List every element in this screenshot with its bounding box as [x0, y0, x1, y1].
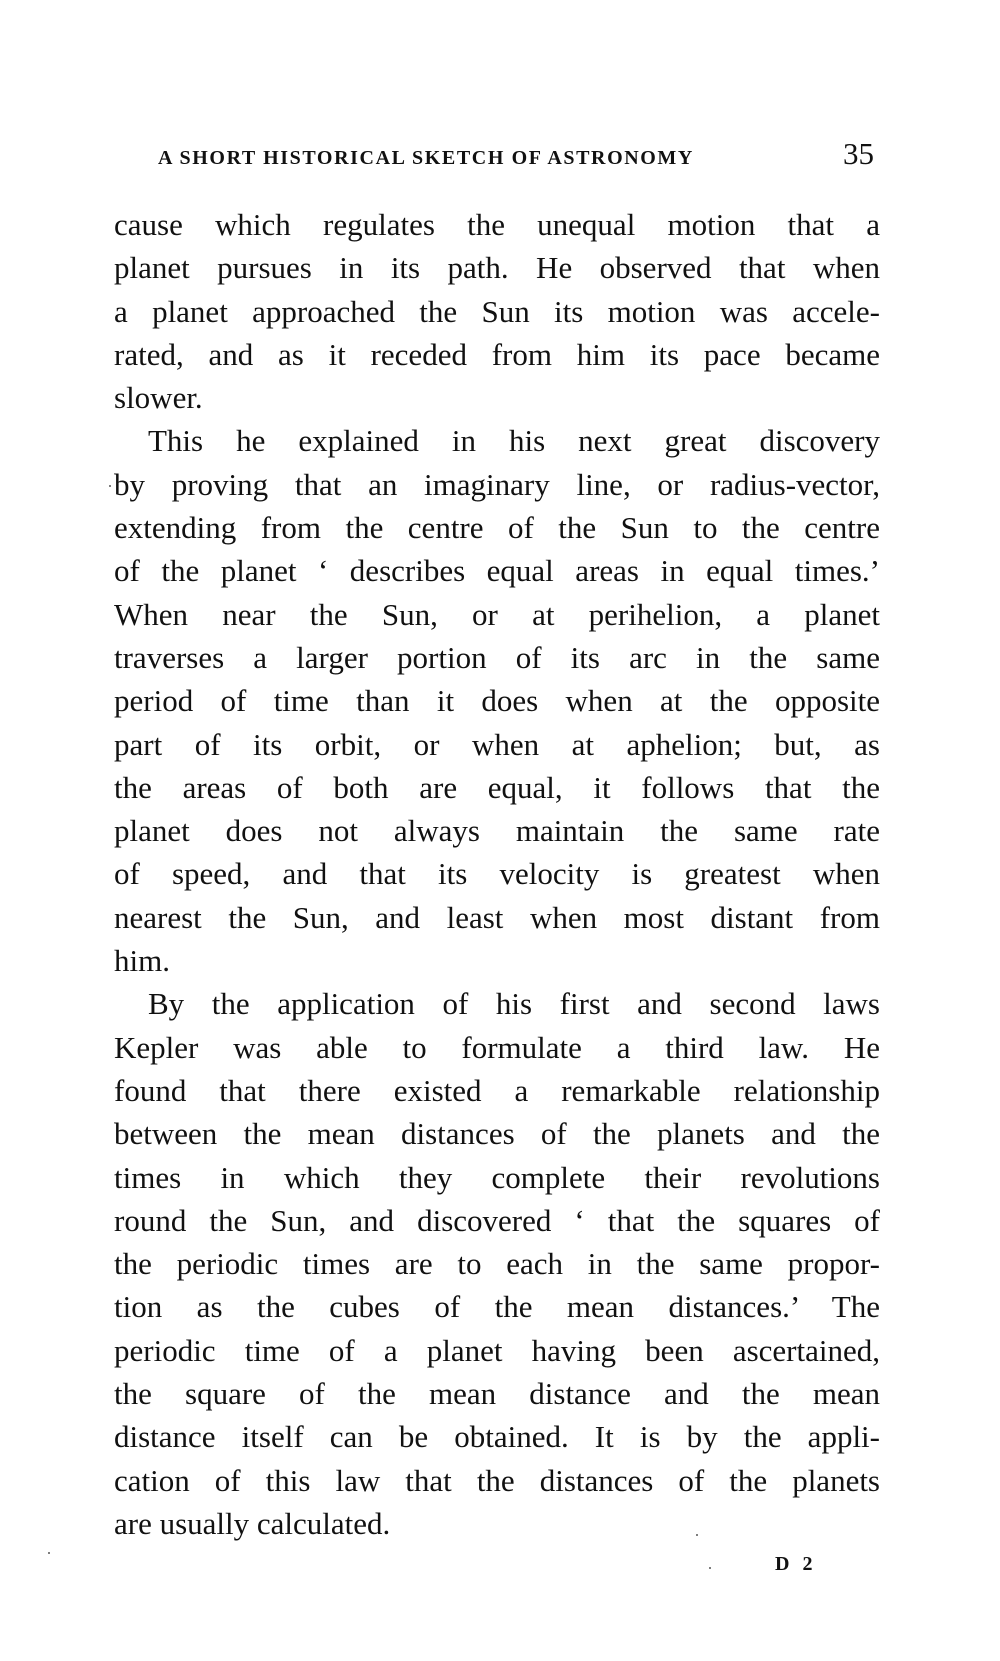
- text-line: extending from the centre of the Sun to the centre: [114, 510, 880, 546]
- text-line: of speed, and that its velocity is greatest when: [114, 856, 880, 892]
- text-line: By the application of his first and second laws: [148, 986, 880, 1022]
- running-header: [158, 136, 874, 172]
- body-text: [114, 203, 880, 1545]
- text-line: found that there existed a remarkable relationship: [114, 1072, 880, 1108]
- text-line: periodic time of a planet having been ascertained,: [114, 1332, 880, 1368]
- text-line: times in which they complete their revolutions: [114, 1159, 880, 1195]
- text-line: part of its orbit, or when at aphelion; but, as: [114, 726, 880, 762]
- text-line: the periodic times are to each in the same propor-: [114, 1246, 880, 1282]
- text-line: between the mean distances of the planets and the: [114, 1116, 880, 1152]
- text-line: traverses a larger portion of its arc in the same: [114, 639, 880, 675]
- text-line: a planet approached the Sun its motion was accele-: [114, 293, 880, 329]
- paragraph-3: [114, 982, 880, 1545]
- text-line: When near the Sun, or at perihelion, a planet: [114, 596, 880, 632]
- paragraph-1: [114, 203, 880, 419]
- text-line: are usually calculated.: [114, 1505, 391, 1541]
- text-line: slower.: [114, 380, 203, 416]
- scan-speck: [109, 485, 111, 487]
- signature-mark: D 2: [775, 1553, 817, 1575]
- text-line: the areas of both are equal, it follows that the: [114, 769, 880, 805]
- text-line: This he explained in his next great discovery: [148, 423, 880, 459]
- page-number: 35: [843, 136, 874, 171]
- text-line: cation of this law that the distances of the planets: [114, 1462, 880, 1498]
- scan-speck: [48, 1552, 50, 1554]
- paragraph-2: [114, 419, 880, 982]
- text-line: nearest the Sun, and least when most distant from: [114, 899, 880, 935]
- text-line: period of time than it does when at the opposite: [114, 683, 880, 719]
- text-line: tion as the cubes of the mean distances.’ The: [114, 1289, 880, 1325]
- text-line: by proving that an imaginary line, or radius-vector,: [114, 466, 880, 502]
- scan-speck: [709, 1567, 711, 1569]
- text-line: rated, and as it receded from him its pace became: [114, 336, 880, 372]
- scan-speck: [696, 1534, 698, 1536]
- text-line: Kepler was able to formulate a third law. He: [114, 1029, 880, 1065]
- text-line: of the planet ‘ describes equal areas in equal times.’: [114, 553, 880, 589]
- text-line: planet does not always maintain the same rate: [114, 813, 880, 849]
- text-line: him.: [114, 943, 170, 979]
- text-line: distance itself can be obtained. It is by the appli-: [114, 1419, 880, 1455]
- text-line: the square of the mean distance and the mean: [114, 1376, 880, 1412]
- text-line: cause which regulates the unequal motion that a: [114, 207, 880, 242]
- running-title: A SHORT HISTORICAL SKETCH OF ASTRONOMY: [158, 147, 694, 169]
- text-line: round the Sun, and discovered ‘ that the squares of: [114, 1202, 880, 1238]
- text-line: planet pursues in its path. He observed that when: [114, 250, 880, 286]
